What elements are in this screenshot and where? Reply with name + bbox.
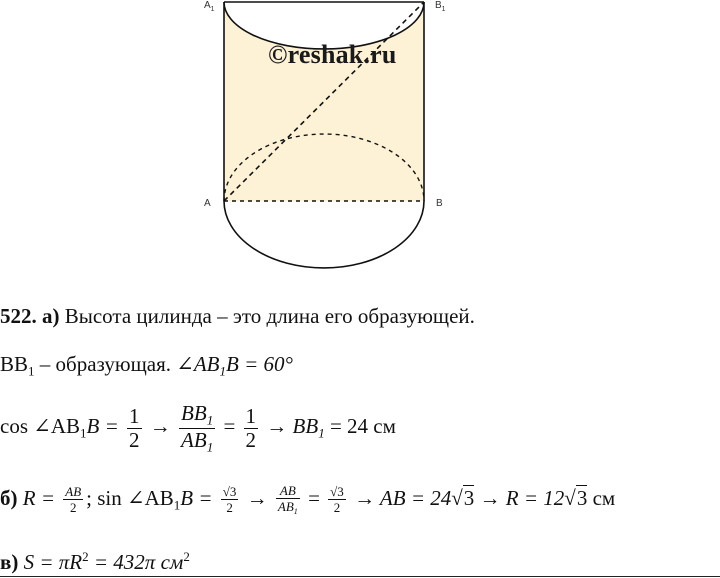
solution-line-3 <box>0 403 396 453</box>
line1-text: Высота цилинда – это длина его образующей. <box>64 304 475 328</box>
fraction-ab-2: $\frac{AB}{2}$ <box>65 484 82 516</box>
fraction-sqrt3-2: $\frac{√3}{2}$ <box>222 484 237 516</box>
radius-expression: R = <box>22 485 55 510</box>
problem-number: 522. <box>0 304 37 328</box>
label-b1: $B_1$ <box>435 0 446 13</box>
part-a-label: а) <box>42 304 60 328</box>
ab-result: → AB = 24√3 <box>354 485 475 510</box>
arrow: → <box>149 413 171 438</box>
bottom-rule <box>0 576 720 577</box>
fraction-1-2-b: $\frac{1}{2}$ <box>245 403 257 452</box>
part-v-label: в) <box>0 549 19 574</box>
generatrix-sub: 1 <box>28 363 35 379</box>
watermark: ©reshak.ru <box>268 40 397 69</box>
solution-line-4 <box>0 484 615 516</box>
label-a1: $A_1$ <box>204 0 215 13</box>
solution-line-1 <box>0 306 475 327</box>
angle-expression: $\angle AB_1B = 60^\circ$ <box>176 352 293 379</box>
fraction-ab-ab1: $\frac{AB}{AB_1}$ <box>277 483 298 516</box>
area-expression: $S = \pi R^2 = 432\pi$ $см^2$ <box>23 549 190 574</box>
sin-expression: ; $\sin \angle AB_1B$ = <box>86 485 213 513</box>
fraction-sqrt3-2-b: $\frac{√3}{2}$ <box>330 484 344 516</box>
fraction-bb1-ab1: $\frac{BB_1}{AB_1}$ <box>181 401 214 455</box>
bb1-result: → $BB_1 = 24$ см <box>266 413 396 441</box>
generatrix-name: BB <box>0 352 29 376</box>
arrow-b: → <box>246 485 268 510</box>
cos-expression: $\cos \angle AB_1B$ = <box>0 413 119 441</box>
label-a: A <box>204 198 211 209</box>
bottom-ellipse-arc <box>224 201 424 268</box>
generatrix-text: – образующая. <box>39 352 171 376</box>
label-b: B <box>436 198 443 209</box>
fraction-1-2: $\frac{1}{2}$ <box>129 403 140 452</box>
radius-result: → R = 12√3 <box>479 485 588 510</box>
part-b-label: б) <box>0 485 18 510</box>
solution-line-5 <box>0 550 190 573</box>
unit-cm: см <box>592 485 616 510</box>
equals-sign: = <box>223 413 236 438</box>
solution-line-2 <box>0 354 293 378</box>
equals-sign-b: = <box>308 485 320 510</box>
